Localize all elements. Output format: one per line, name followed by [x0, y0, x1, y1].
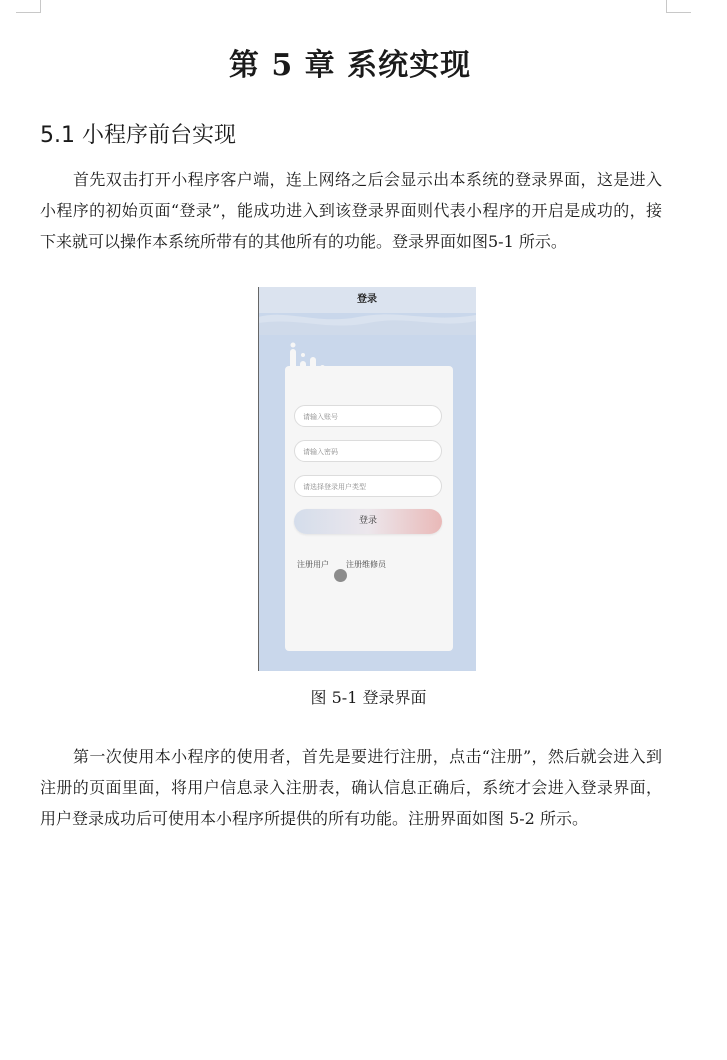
page-corner-mark-left — [16, 0, 41, 13]
chapter-title: 第 5 章 系统实现 — [228, 48, 472, 84]
register-user-link[interactable]: 注册用户 — [297, 560, 329, 569]
drip-decoration-bottom — [394, 595, 454, 645]
drip-decoration-top — [284, 339, 344, 387]
section-title: 5.1 小程序前台实现 — [40, 123, 236, 149]
figure-caption: 图 5-1 登录界面 — [310, 688, 427, 707]
paragraph-intro: 首先双击打开小程序客户端，连上网络之后会显示出本系统的登录界面，这是进入小程序的初始页面“登录”，能成功进入到该登录界面则代表小程序的开启是成功的，接下来就可以操作本系统所带有的其他所有的功能。登录界面如图5-1 所示。 — [40, 170, 662, 251]
login-screenshot — [258, 287, 476, 671]
register-repairman-link[interactable]: 注册维修员 — [346, 560, 386, 569]
nav-title: 登录 — [357, 294, 377, 305]
password-input[interactable]: 请输入密码 — [294, 440, 442, 462]
touch-indicator — [334, 569, 347, 582]
screenshot-border — [258, 287, 259, 671]
login-button[interactable]: 登录 — [294, 509, 442, 534]
account-input[interactable]: 请输入账号 — [294, 405, 442, 427]
page-corner-mark-right — [666, 0, 691, 13]
paragraph-register: 第一次使用本小程序的使用者，首先是要进行注册，点击“注册”，然后就会进入到注册的页面里面，将用户信息录入注册表，确认信息正确后，系统才会进入登录界面，用户登录成功后可使用本小程序所提供的所有功能。注册界面如图 5-2 所示。 — [40, 747, 662, 828]
wave-decoration — [258, 309, 476, 335]
user-type-select[interactable]: 请选择登录用户类型 — [294, 475, 442, 497]
